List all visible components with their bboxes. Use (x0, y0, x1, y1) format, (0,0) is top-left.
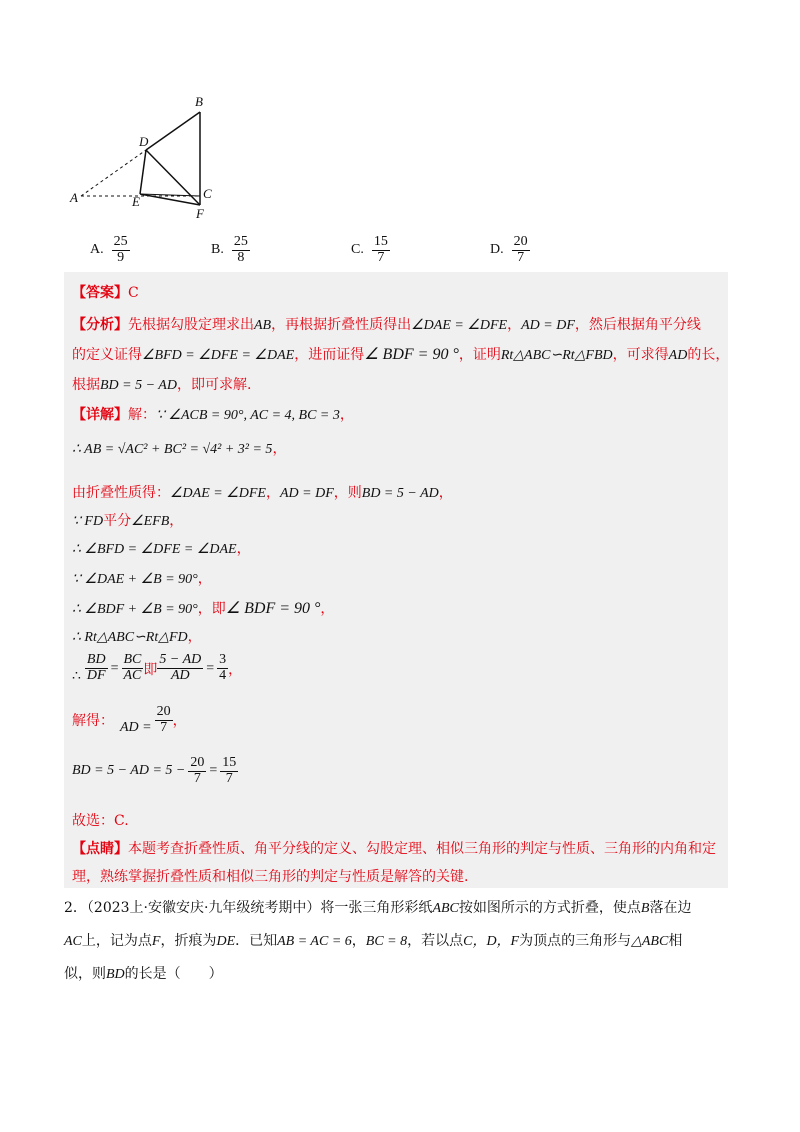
option-a-fraction: $\frac{25}{9}$ (113, 233, 128, 265)
detail-line-3: 由折叠性质得：∠DAE = ∠DFE，AD = DF，则BD = 5 − AD， (72, 485, 453, 501)
label-d: D (139, 134, 149, 149)
detail-conclusion: 故选：C. (72, 813, 129, 829)
geometry-figure (68, 88, 248, 226)
solution-panel (64, 272, 728, 888)
segment-de (140, 150, 146, 194)
detail-line-4: ∵ FD平分∠EFB， (72, 513, 184, 529)
option-b[interactable]: B. $\frac{25}{8}$ (211, 233, 248, 265)
question-2-line-3: 似，则BD的长是（ ） (64, 966, 223, 982)
label-c: C (203, 186, 212, 201)
segment-db (146, 112, 200, 150)
detail-line-2: ∴ AB = √AC² + BC² = √4² + 3² = 5， (72, 441, 287, 457)
question-2-line-2: AC上，记为点F，折痕为DE．已知AB = AC = 6，BC = 8，若以点C，D，F为顶点的三角形与△ABC相 (64, 933, 683, 949)
option-c-fraction: $\frac{15}{7}$ (373, 233, 388, 265)
option-b-fraction: $\frac{25}{8}$ (233, 233, 248, 265)
label-a: A (70, 190, 78, 205)
triangle-diagram (68, 88, 248, 226)
detail-line-6: ∵ ∠DAE + ∠B = 90°， (72, 571, 212, 587)
analysis-line-2: 的定义证得∠BFD = ∠DFE = ∠DAE，进而证得∠ BDF = 90 °，证明Rt△ABC∽Rt△FBD，可求得AD的长， (72, 346, 730, 363)
option-d[interactable]: D. $\frac{20}{7}$ (490, 233, 528, 265)
detail-line-9: ∴ $\frac{BD}{DF}$ = $\frac{BC}{AC}$ 即 $\frac{5 - AD}{AD}$ = $\frac{3}{4}$ ， (72, 652, 243, 684)
detail-line-5: ∴ ∠BFD = ∠DFE = ∠DAE， (72, 541, 251, 557)
detail-line-8: ∴ Rt△ABC∽Rt△FD， (72, 629, 202, 645)
comment-line-1: 【点睛】本题考查折叠性质、角平分线的定义、勾股定理、相似三角形的判定与性质、三角形的内角和定 (72, 841, 716, 857)
question-2-line-1: 2．（2023上·安徽安庆·九年级统考期中）将一张三角形彩纸ABC按如图所示的方式折叠，使点B落在边 (64, 900, 692, 916)
option-a[interactable]: A. $\frac{25}{9}$ (90, 233, 128, 265)
answer-value: C (128, 285, 139, 301)
answer-line: 【答案】C (72, 285, 139, 301)
label-b: B (195, 94, 203, 109)
detail-line-1: 【详解】解：∵ ∠ACB = 90°, AC = 4, BC = 3， (72, 407, 354, 423)
comment-line-2: 理，熟练掌握折叠性质和相似三角形的判定与性质是解答的关键. (72, 869, 469, 885)
detail-line-7: ∴ ∠BDF + ∠B = 90°，即∠ BDF = 90 °， (72, 600, 335, 617)
analysis-line-1: 【分析】先根据勾股定理求出AB，再根据折叠性质得出∠DAE = ∠DFE，AD = DF，然后根据角平分线 (72, 317, 701, 333)
label-e: E (132, 194, 140, 209)
detail-line-10: 解得： AD = $\frac{20}{7}$ ， (72, 703, 187, 735)
choice-options (90, 228, 550, 272)
option-c[interactable]: C. $\frac{15}{7}$ (351, 233, 388, 265)
detail-line-11: BD = 5 − AD = 5 − $\frac{20}{7}$ = $\frac{15}{7}$ (72, 755, 237, 786)
dashed-ad (81, 150, 146, 196)
analysis-line-3: 根据BD = 5 − AD，即可求解. (72, 377, 252, 393)
option-d-fraction: $\frac{20}{7}$ (513, 233, 528, 265)
question-2 (64, 892, 736, 991)
label-f: F (196, 206, 204, 221)
